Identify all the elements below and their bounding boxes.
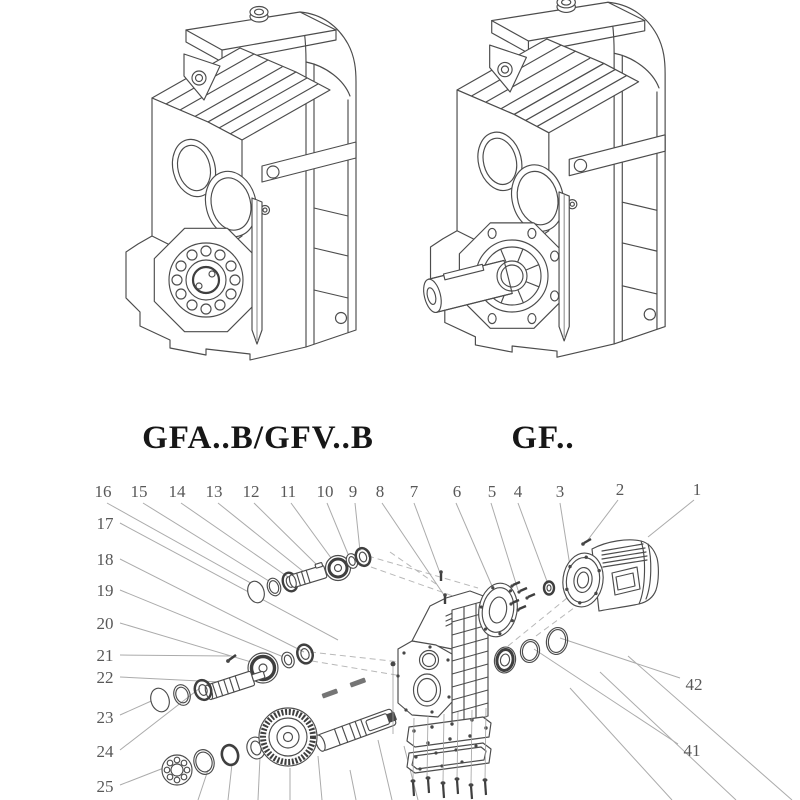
callout-number-23: 23	[96, 708, 114, 727]
callout-number-5: 5	[487, 482, 497, 501]
cover-bolts	[411, 776, 488, 799]
callout-number-17: 17	[96, 514, 114, 533]
caption-left: GFA..B/GFV..B	[142, 420, 374, 456]
callout-number-25: 25	[96, 777, 114, 796]
callout-number-6: 6	[452, 482, 462, 501]
callout-number-8: 8	[375, 482, 385, 501]
callout-number-7: 7	[409, 482, 419, 501]
callout-numbers-right	[684, 675, 703, 760]
part-housing	[396, 570, 491, 799]
callout-number-19: 19	[96, 581, 114, 600]
exploded-parts-diagram	[95, 480, 793, 800]
callout-number-10: 10	[316, 482, 334, 501]
callout-number-41: 41	[683, 741, 701, 760]
callout-number-22: 22	[96, 668, 114, 687]
hollow-shaft-bearing	[169, 243, 243, 317]
callout-number-2: 2	[615, 480, 625, 499]
callout-number-15: 15	[130, 482, 148, 501]
callout-numbers-top	[95, 480, 702, 501]
callout-numbers-left	[97, 514, 115, 796]
part-intermediate-shaft-assembly	[148, 643, 315, 715]
callout-number-24: 24	[96, 742, 114, 761]
gearbox-drawing-gf	[420, 0, 665, 357]
callout-number-42: 42	[685, 675, 703, 694]
callout-number-4: 4	[513, 482, 523, 501]
callout-number-1: 1	[692, 480, 702, 499]
callout-number-9: 9	[348, 482, 358, 501]
callout-number-12: 12	[242, 482, 260, 501]
part-motor	[559, 540, 658, 611]
callout-number-21: 21	[96, 646, 114, 665]
gearbox-drawing-gfab-gfvb	[126, 7, 356, 361]
caption-right: GF..	[511, 420, 575, 456]
callout-number-16: 16	[94, 482, 112, 501]
callout-number-20: 20	[96, 614, 114, 633]
callout-number-18: 18	[96, 550, 114, 569]
callout-number-11: 11	[279, 482, 297, 501]
part-input-shaft-assembly	[245, 546, 372, 605]
callout-number-14: 14	[168, 482, 186, 501]
callout-number-3: 3	[555, 482, 565, 501]
part-output-shaft-assembly	[162, 662, 398, 786]
callout-number-13: 13	[205, 482, 223, 501]
